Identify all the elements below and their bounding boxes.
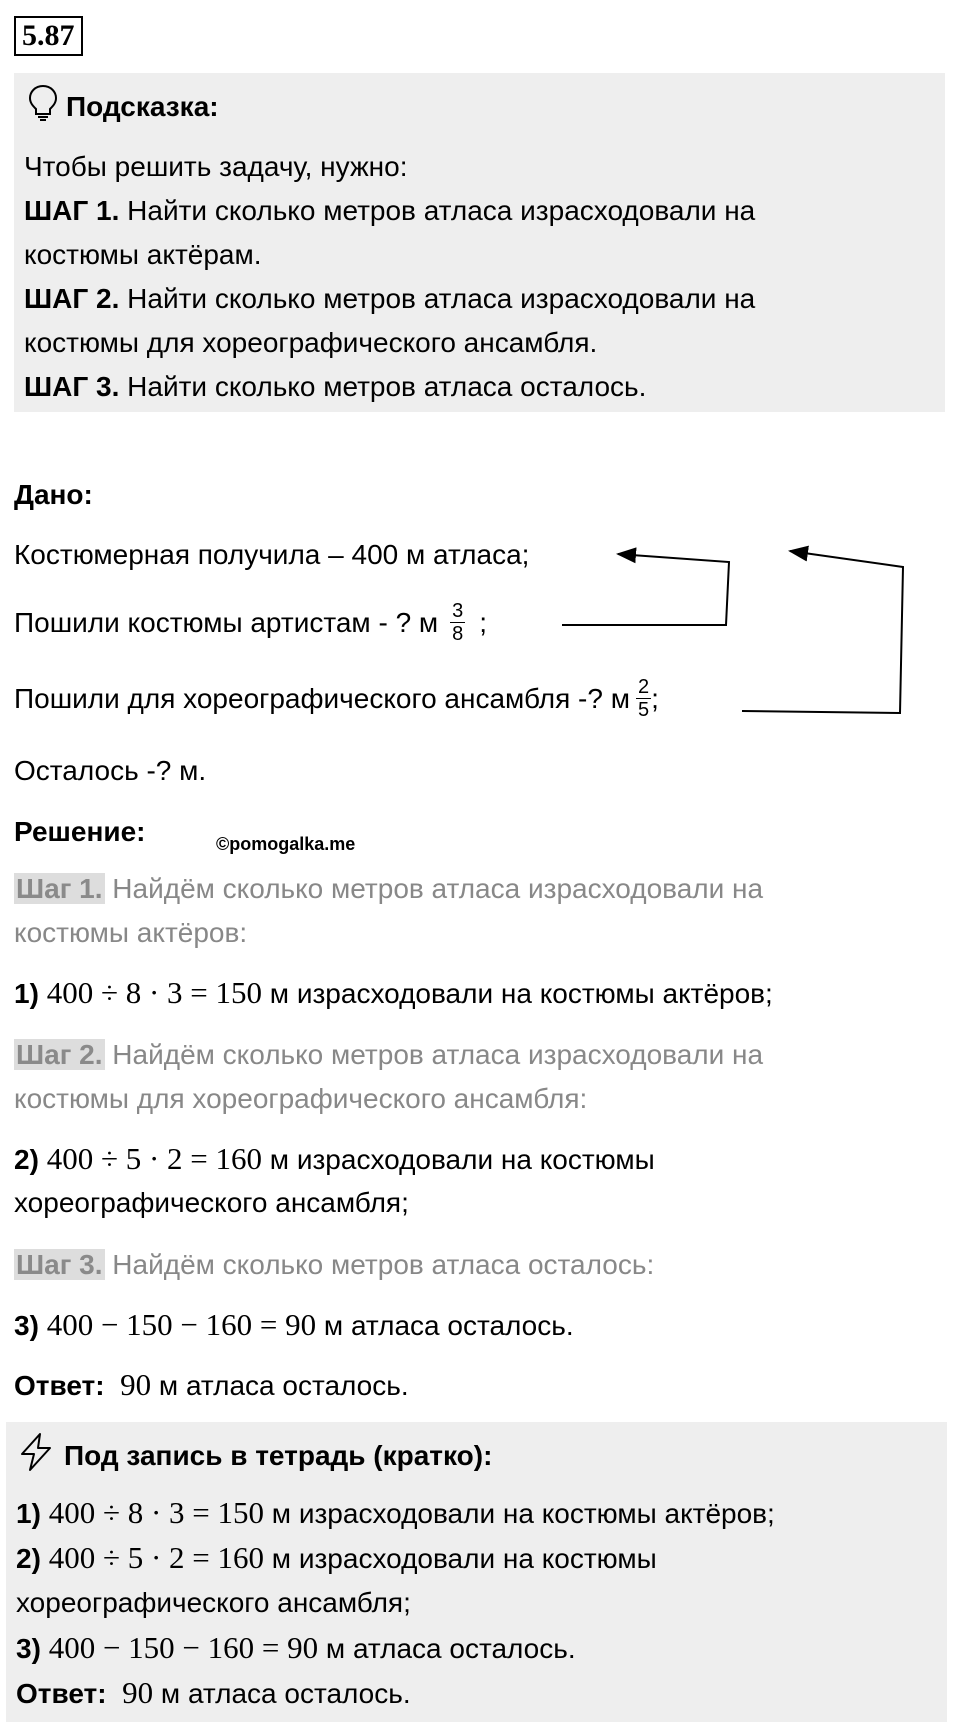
answer-text: м атласа осталось.: [153, 1678, 411, 1709]
step-chip: Шаг 2.: [16, 1039, 103, 1070]
given-end: ;: [651, 682, 659, 714]
fraction-denominator: 5: [637, 699, 650, 721]
fraction-numerator: 2: [637, 676, 650, 698]
hint-step-label: ШАГ 1.: [24, 195, 120, 226]
brief-answer: [16, 1676, 411, 1711]
calc-text: м израсходовали на костюмы: [262, 1144, 655, 1175]
given-text: Пошили костюмы артистам - ? м: [14, 606, 439, 638]
calc-math: 400 ÷ 8 · 3 = 150: [46, 975, 263, 1010]
solution-step-3: [14, 1248, 654, 1282]
step-text: Найдём сколько метров атласа израсходовали на: [104, 873, 764, 904]
arrow-actors: [562, 554, 729, 625]
solution-step-1-cont: костюмы актёров:: [14, 917, 248, 948]
calc-math: 400 − 150 − 160 = 90: [48, 1630, 319, 1665]
answer-text: м атласа осталось.: [151, 1370, 409, 1401]
answer: [14, 1368, 409, 1403]
given-title: Дано:: [14, 479, 93, 510]
calc-text: м израсходовали на костюмы: [264, 1543, 657, 1574]
calc-text: м атласа осталось.: [318, 1633, 576, 1664]
given-line-1: Костюмерная получила – 400 м атласа;: [14, 539, 530, 570]
brief-line-3: хореографического ансамбля;: [16, 1587, 411, 1618]
calc-text: м израсходовали на костюмы актёров;: [264, 1498, 775, 1529]
solution-step-1: [14, 872, 763, 906]
answer-label: Ответ:: [16, 1678, 107, 1709]
hint-title: Подсказка:: [66, 91, 219, 122]
hint-step-text: Найти сколько метров атласа израсходовали на: [119, 283, 756, 314]
given-text: Пошили для хореографического ансамбля -? м: [14, 682, 630, 714]
hint-step-2-cont: костюмы для хореографического ансамбля.: [24, 327, 598, 358]
calc-2: [14, 1142, 655, 1177]
calc-math: 400 − 150 − 160 = 90: [46, 1307, 317, 1342]
calc-math: 400 ÷ 5 · 2 = 160: [46, 1141, 263, 1176]
calc-text: м израсходовали на костюмы актёров;: [262, 978, 773, 1009]
calc-number: 1): [14, 978, 39, 1009]
hint-intro: Чтобы решить задачу, нужно:: [24, 151, 408, 182]
answer-math: 90: [120, 1367, 152, 1402]
brief-title: Под запись в тетрадь (кратко):: [64, 1440, 493, 1471]
calc-number: 1): [16, 1498, 41, 1529]
given-line-4: Осталось -? м.: [14, 755, 207, 786]
watermark: ©pomogalka.me: [216, 834, 356, 854]
hint-step-label: ШАГ 2.: [24, 283, 120, 314]
calc-number: 3): [16, 1633, 41, 1664]
problem-number: 5.87: [14, 16, 83, 56]
step-text: Найдём сколько метров атласа израсходовали на: [104, 1039, 764, 1070]
calc-1: [14, 976, 773, 1011]
arrow-ensemble: [742, 551, 903, 713]
fraction-numerator: 3: [452, 600, 464, 622]
hint-step-label: ШАГ 3.: [24, 371, 120, 402]
calc-number: 2): [14, 1144, 39, 1175]
hint-step-text: Найти сколько метров атласа израсходовали на: [119, 195, 756, 226]
hint-step-1-cont: костюмы актёрам.: [24, 239, 262, 270]
hint-step-text: Найти сколько метров атласа осталось.: [119, 371, 647, 402]
calc-2-cont: хореографического ансамбля;: [14, 1187, 409, 1218]
calc-number: 3): [14, 1310, 39, 1341]
calc-3: [14, 1308, 574, 1343]
calc-math: 400 ÷ 8 · 3 = 150: [48, 1495, 265, 1530]
solution-title: Решение:: [14, 816, 146, 847]
brief-header: [18, 1432, 492, 1480]
calc-math: 400 ÷ 5 · 2 = 160: [48, 1540, 265, 1575]
fraction-denominator: 8: [452, 623, 464, 645]
calc-text: м атласа осталось.: [316, 1310, 574, 1341]
solution-step-2-cont: костюмы для хореографического ансамбля:: [14, 1083, 588, 1114]
calc-number: 2): [16, 1543, 41, 1574]
brief-line-4: [16, 1631, 576, 1666]
given-end: ;: [479, 606, 488, 638]
step-chip: Шаг 3.: [16, 1249, 103, 1280]
brief-line-2: [16, 1541, 657, 1576]
step-chip: Шаг 1.: [16, 873, 103, 904]
brief-line-1: [16, 1496, 775, 1531]
lightning-icon: [18, 1432, 54, 1480]
step-text: Найдём сколько метров атласа осталось:: [104, 1249, 655, 1280]
answer-label: Ответ:: [14, 1370, 105, 1401]
answer-math: 90: [122, 1675, 154, 1710]
solution-step-2: [14, 1038, 763, 1072]
